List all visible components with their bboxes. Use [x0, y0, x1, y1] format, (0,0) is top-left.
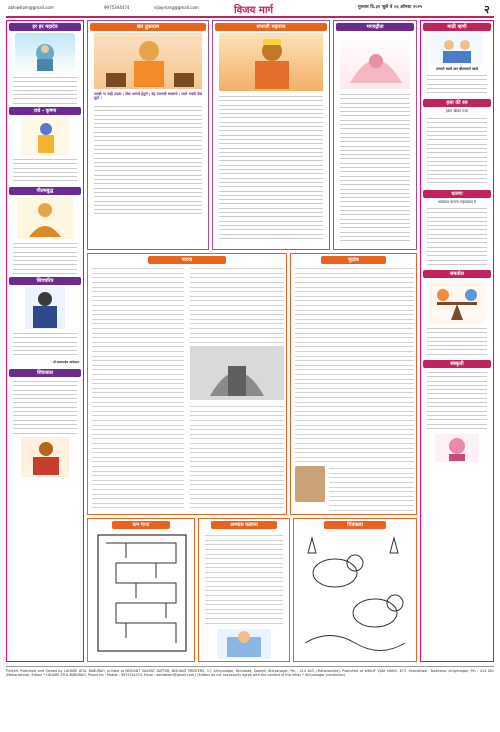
- hasa-body: [427, 116, 487, 186]
- mhani-text: उभ्याने घ्यावे अन बोलघ्याने खावे: [436, 67, 478, 71]
- buddha-image: [17, 197, 73, 239]
- bhagwad-image: [340, 33, 410, 89]
- section-sanskrut: संस्कृती: [423, 360, 491, 368]
- section-mudrank: मुद्रांक: [321, 256, 386, 264]
- ambedkar-quote: [13, 331, 77, 359]
- abhyas-box: [198, 518, 290, 662]
- section-gautam: गौतमबुद्ध: [9, 187, 81, 195]
- sant-tukaram-box: [87, 20, 209, 250]
- mudrank-author-photo: [295, 466, 325, 502]
- section-sambhaji: संभाजी महाराज: [215, 23, 327, 31]
- section-sant-tukaram: संत तुकाराम: [90, 23, 206, 31]
- mhani-body: [427, 73, 487, 95]
- krishna-text: [13, 157, 77, 185]
- samtoli-image: [429, 280, 485, 324]
- hasa-text: हसत खेळत मजा: [445, 109, 469, 114]
- shiva-image: [15, 33, 75, 73]
- sambhaji-box: [212, 20, 330, 250]
- shiva-text: [13, 75, 77, 105]
- issue-date: गुरुवार दि.३१ जुलै ते ०६ ऑगस्ट २०२५: [358, 5, 423, 10]
- yaarva-article: [87, 253, 287, 515]
- section-dharana: धारणा: [423, 190, 491, 198]
- section-abhyas: अभ्यास कलाना: [211, 521, 277, 529]
- section-har-har-mahadev: हर हर महादेव: [9, 23, 81, 31]
- mudrank-article: [290, 253, 417, 515]
- masthead: [6, 2, 494, 18]
- sanskrut-image: [435, 434, 479, 462]
- bhagwad-box: [333, 20, 417, 250]
- mhani-image: [431, 33, 483, 65]
- section-ratna-gatha: रत्न गाथा: [112, 521, 170, 529]
- page-number: २: [484, 3, 490, 16]
- ambedkar-image: [25, 287, 65, 329]
- section-mathi-mhani: माठी म्हणी: [423, 23, 491, 31]
- abhyas-body: [205, 533, 283, 625]
- sambhaji-image: [219, 33, 323, 91]
- abhyas-image: [217, 629, 271, 659]
- yaarva-col1: [92, 266, 184, 512]
- mudrank-tail: [329, 466, 414, 512]
- shivaji-image: [21, 437, 69, 477]
- tukaram-text: [94, 104, 202, 216]
- tukaram-image: [94, 33, 202, 89]
- footer-imprint: Printed, Published and Owned by LAHARE ATUL BABURAO, printed at NISHANT VASANT DATTAR, NISHANT PRINTERS, 17, Ahilyanagar, Bhishbag, Sawedi, Ahilyanagar, Pin - 414 003, (Maharashtra). Published at WHILIF VIJAY MARG, 673, Shanishwar, Topkhana, Ahilyanagar, Pin - 414 001 (Maharashtra). Editor: * LAHARE ATUL BABURAO, Phone No : Mobile - 9975344474, Email : abhiwhom@gmail.com | (Editors do not necessarily agree with the content of this letter * Ahilyanagar Jurisdiction): [6, 666, 494, 728]
- maze-image: [96, 533, 186, 653]
- krishna-image: [21, 117, 69, 155]
- mudrank-body: [295, 266, 414, 462]
- email2: vijaymarg@gmail.com: [154, 5, 199, 10]
- buddha-text: [13, 241, 77, 275]
- sanskrut-body: [427, 370, 487, 432]
- section-hasa: हसा की रस: [423, 99, 491, 107]
- section-chitrakala: चित्रकला: [324, 521, 386, 529]
- coloring-image: [300, 533, 410, 653]
- chitrakala-box: [293, 518, 417, 662]
- yaarva-image: [190, 346, 284, 400]
- bhagwad-text: [340, 92, 410, 242]
- shivaji-text: [13, 379, 77, 435]
- ambedkar-attribution: - डॉ.बाबासाहेब आंबेडकर: [51, 360, 79, 364]
- section-shivcharitra: शिवचरित्र: [9, 277, 81, 285]
- section-yaarva: यारवा: [148, 256, 226, 264]
- tukaram-abhang: आम्ही गा नाही उदास । सेवा आमचे हेतुले | देह त्यागावी भक्ताचे । सदरे भक्ती देवां सुटो ।: [94, 92, 202, 101]
- phone: 9975344474: [104, 5, 130, 10]
- right-column: [420, 20, 494, 662]
- ratna-gatha-box: [87, 518, 195, 662]
- section-shivaji: शिवजाल: [9, 369, 81, 377]
- section-radhe-krishna: राधे - कृष्णा: [9, 107, 81, 115]
- section-bhagwad: भगवद्गीता: [336, 23, 414, 31]
- yaarva-col2b: [190, 404, 284, 512]
- section-samtoli: समतोल: [423, 270, 491, 278]
- left-column: [6, 20, 84, 662]
- email: abhiwhom@gmail.com: [8, 5, 54, 10]
- dharana-text: आलवात याचना उन्हाळ्यात ये: [438, 199, 476, 204]
- samtoli-body: [427, 326, 487, 356]
- dharana-body: [427, 206, 487, 266]
- sambhaji-text: [219, 94, 323, 242]
- logo: विजय मार्ग: [234, 5, 274, 16]
- yaarva-col2: [190, 266, 284, 344]
